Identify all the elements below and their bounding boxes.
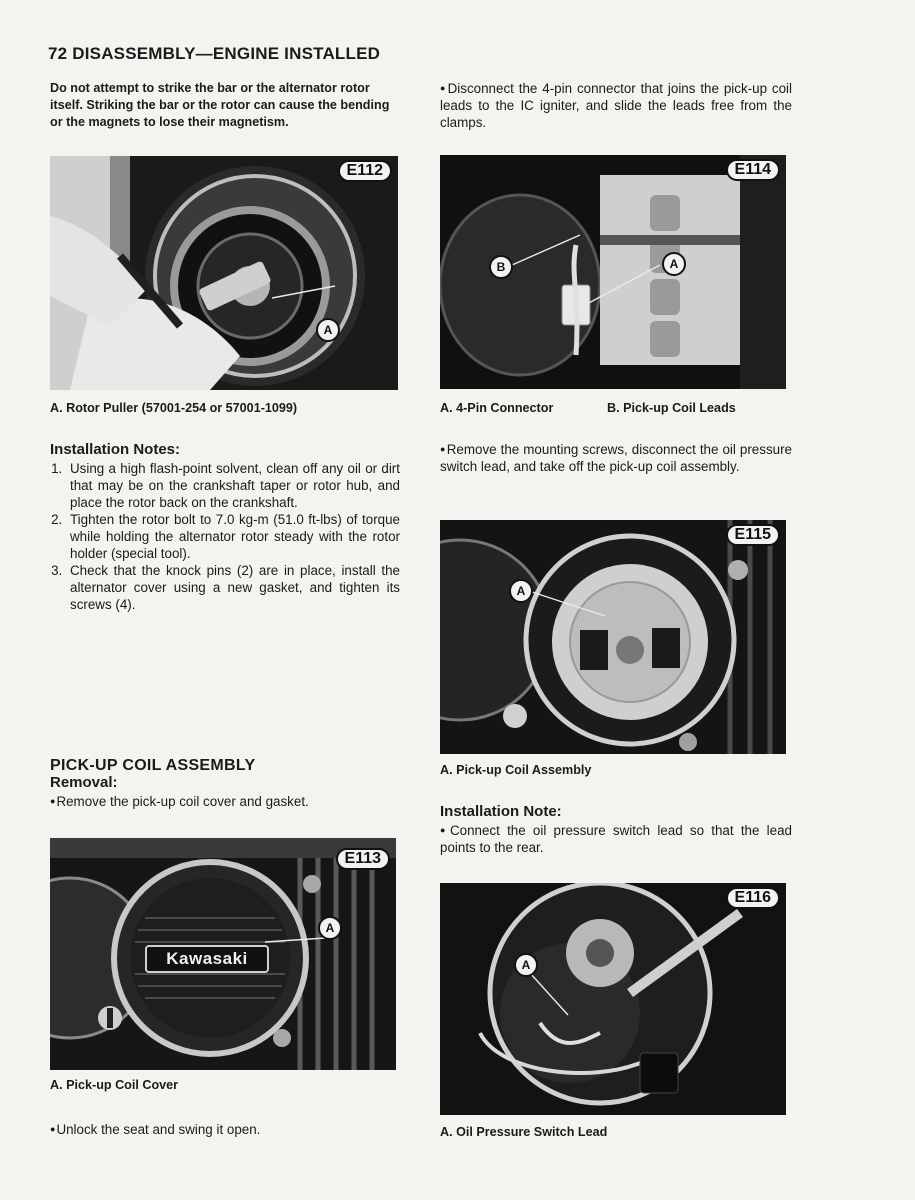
figure-e114-caption-b: B. Pick-up Coil Leads [607, 401, 736, 415]
pickup-coil-assembly-photo [440, 520, 786, 754]
section-title: PICK-UP COIL ASSEMBLY [50, 757, 256, 774]
list-item: 1. Using a high flash-point solvent, clean off any oil or dirt that may be on the crankshaft taper or rotor hub, and place the rotor back on the crankshaft. [66, 460, 400, 511]
figure-e115-caption: A. Pick-up Coil Assembly [440, 763, 592, 777]
figure-id-e114: E114 [726, 159, 780, 181]
figure-e116-caption: A. Oil Pressure Switch Lead [440, 1125, 608, 1139]
installation-notes [50, 441, 400, 613]
installation-notes-heading: Installation Notes: [50, 441, 181, 458]
page-number: 72 [48, 44, 68, 63]
figure-e114-photo [440, 155, 786, 389]
figure-id-e112: E112 [338, 160, 392, 182]
removal-step: ● Remove the pick-up coil cover and gasket. [50, 793, 400, 810]
installation-note-heading: Installation Note: [440, 803, 562, 820]
list-item: 3. Check that the knock pins (2) are in place, install the alternator cover using a new gasket, and tighten its screws (4). [66, 562, 400, 613]
figure-e116-photo [440, 883, 786, 1115]
rotor-puller-photo [50, 156, 398, 390]
kawasaki-logo: Kawasaki [166, 949, 248, 968]
installation-note-step: ● Connect the oil pressure switch lead so that the lead points to the rear. [440, 822, 792, 856]
callout-a: A [316, 318, 340, 342]
installation-notes-list [50, 460, 400, 613]
warning-text: Do not attempt to strike the bar or the alternator rotor itself. Striking the bar or the rotor can cause the bending or the magnets to lose their magnetism. [50, 81, 390, 129]
list-item: 2. Tighten the rotor bolt to 7.0 kg-m (51.0 ft-lbs) of torque while holding the alternator rotor steady with the rotor holder (special tool). [66, 511, 400, 562]
callout-a: A [509, 579, 533, 603]
installation-note [440, 803, 792, 856]
page-header [48, 44, 380, 64]
figure-id-e116: E116 [726, 887, 780, 909]
figure-e115-photo [440, 520, 786, 754]
figure-id-e113: E113 [336, 848, 390, 870]
callout-a: A [514, 953, 538, 977]
step-remove-assembly: ● Remove the mounting screws, disconnect the oil pressure switch lead, and take off the pick-up coil assembly. [440, 441, 792, 475]
figure-e114-caption-a: A. 4-Pin Connector [440, 401, 554, 415]
figure-id-e115: E115 [726, 524, 780, 546]
callout-a: A [662, 252, 686, 276]
step-disconnect-connector: ● Disconnect the 4-pin connector that joins the pick-up coil leads to the IC igniter, and slide the leads free from the clamps. [440, 80, 792, 131]
callout-a: A [318, 916, 342, 940]
page-title: DISASSEMBLY—ENGINE INSTALLED [72, 44, 381, 63]
final-step: ● Unlock the seat and swing it open. [50, 1121, 400, 1138]
figure-e112-photo [50, 156, 398, 390]
pickup-coil-section [50, 757, 400, 810]
figure-e113-photo [50, 838, 396, 1070]
figure-e113-caption: A. Pick-up Coil Cover [50, 1078, 179, 1092]
removal-heading: Removal: [50, 774, 118, 791]
oil-pressure-switch-photo [440, 883, 786, 1115]
figure-e112-caption: A. Rotor Puller (57001-254 or 57001-1099) [50, 401, 298, 415]
callout-b: B [489, 255, 513, 279]
